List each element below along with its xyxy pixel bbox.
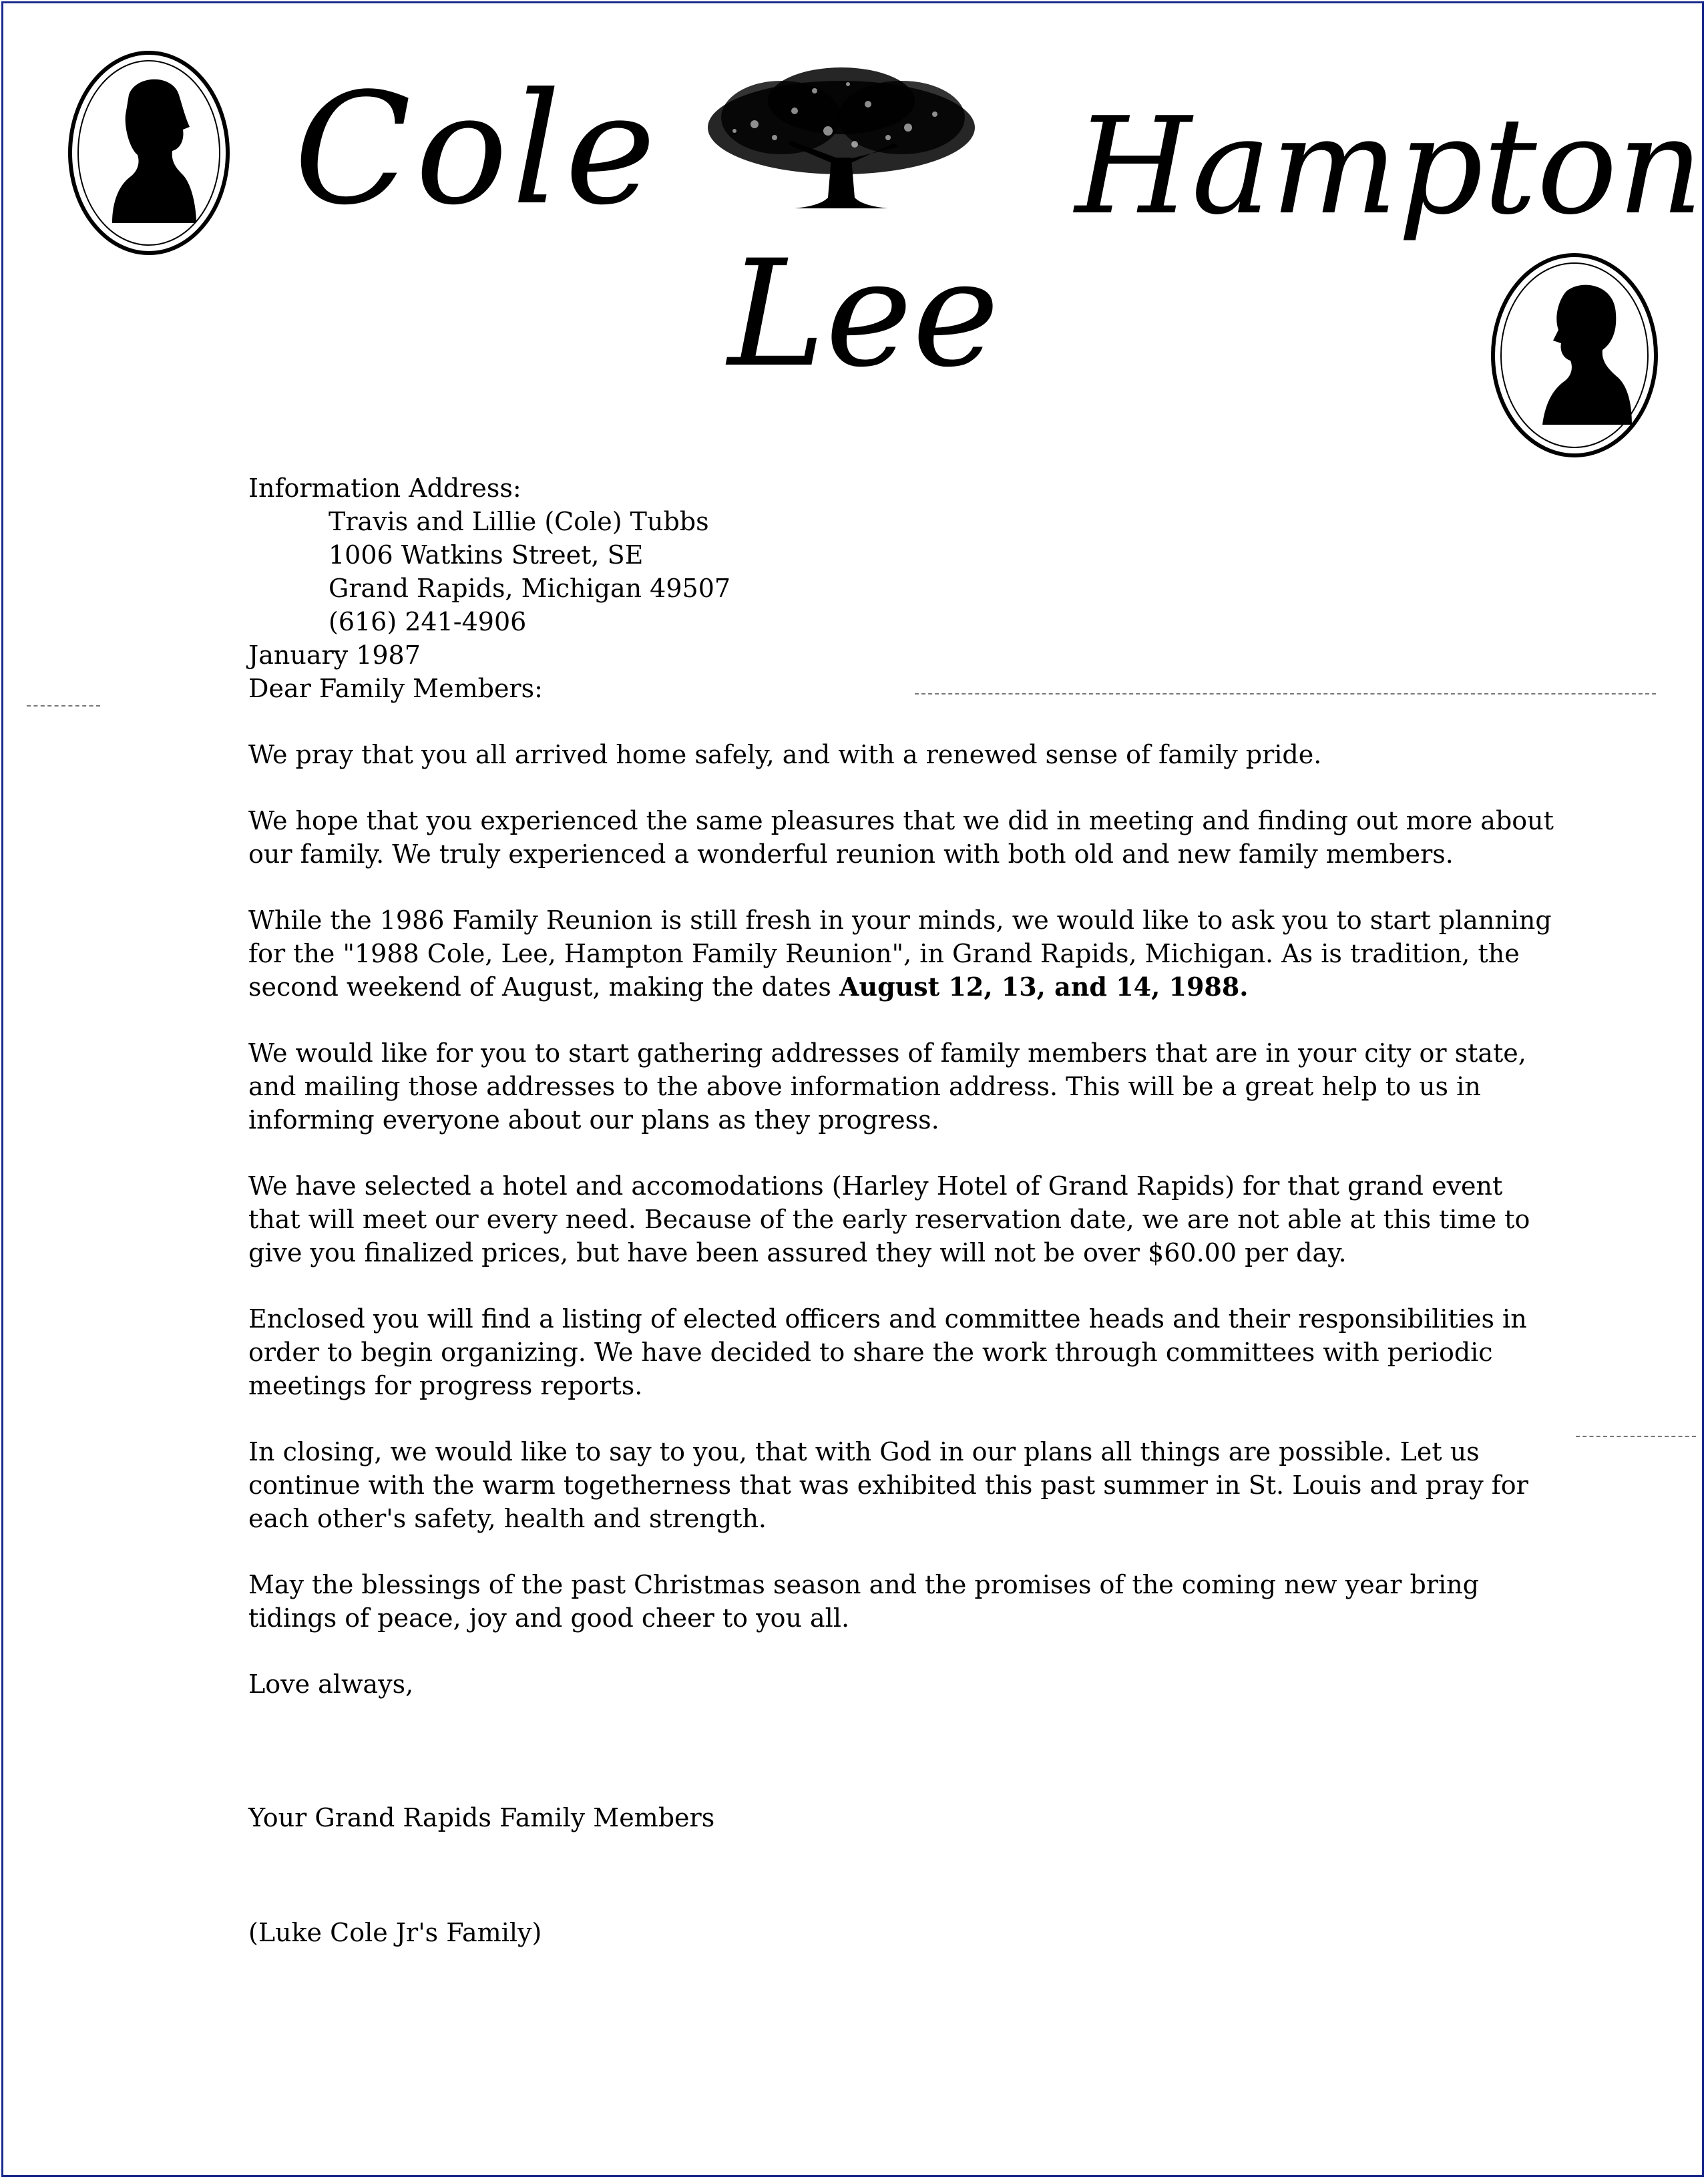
paragraph-3 — [248, 904, 1557, 1004]
information-address — [248, 471, 1557, 638]
paragraph-7: In closing, we would like to say to you, that with God in our plans all things are possible. Let us continue with the warm togetherness that was exhibited this past summer in St. Louis and pray for each other's safety, health and strength. — [248, 1437, 1528, 1533]
scan-artifact-line — [1576, 1436, 1696, 1437]
address-line: Travis and Lillie (Cole) Tubbs — [329, 507, 709, 536]
letterhead-name-cole: Cole — [294, 61, 660, 239]
address-line: (616) 241-4906 — [329, 607, 527, 636]
family-tree-illustration — [694, 64, 988, 218]
reunion-dates: August 12, 13, and 14, 1988. — [839, 972, 1249, 1002]
letterhead-name-hampton: Hampton — [1075, 89, 1703, 244]
paragraph-3-text: While the 1986 Family Reunion is still fresh in your minds, we would like to ask you to start planning for the "1988 Cole, Lee, Hampton Family Reunion", in Grand Rapids, Michigan. As is tradition, the second weekend of August, making the dates — [248, 906, 1552, 1002]
address-line: 1006 Watkins Street, SE — [329, 540, 644, 570]
paragraph-2: We hope that you experienced the same pleasures that we did in meeting and finding out more about our family. We truly experienced a wonderful reunion with both old and new family members. — [248, 806, 1554, 869]
paragraph-8: May the blessings of the past Christmas season and the promises of the coming new year bring tidings of peace, joy and good cheer to you all. — [248, 1570, 1479, 1633]
closing: Love always, — [248, 1669, 414, 1699]
male-silhouette-portrait — [65, 48, 232, 258]
paragraph-6: Enclosed you will find a listing of elected officers and committee heads and their responsibilities in order to begin organizing. We have decided to share the work through committees with periodic meetings for progress reports. — [248, 1304, 1527, 1400]
scan-artifact-line — [27, 705, 100, 707]
salutation: Dear Family Members: — [248, 674, 543, 703]
letterhead-name-lee: Lee — [728, 228, 1000, 399]
paragraph-4: We would like for you to start gathering addresses of family members that are in your city or state, and mailing those addresses to the above information address. This will be a great help to us in informing everyone about our plans as they progress. — [248, 1038, 1526, 1135]
paragraph-5: We have selected a hotel and accomodations (Harley Hotel of Grand Rapids) for that grand event that will meet our every need. Because of the early reservation date, we are not able at this time to give you finalized prices, but have been assured they will not be over $60.00 per day. — [248, 1171, 1530, 1267]
family-note: (Luke Cole Jr's Family) — [248, 1918, 542, 1947]
female-silhouette-portrait — [1488, 250, 1661, 461]
paragraph-1: We pray that you all arrived home safely, and with a renewed sense of family pride. — [248, 740, 1322, 769]
address-heading: Information Address: — [248, 473, 521, 503]
letter-date: January 1987 — [248, 640, 421, 670]
signature: Your Grand Rapids Family Members — [248, 1803, 715, 1832]
address-line: Grand Rapids, Michigan 49507 — [329, 574, 731, 603]
letter-body — [248, 471, 1557, 1949]
